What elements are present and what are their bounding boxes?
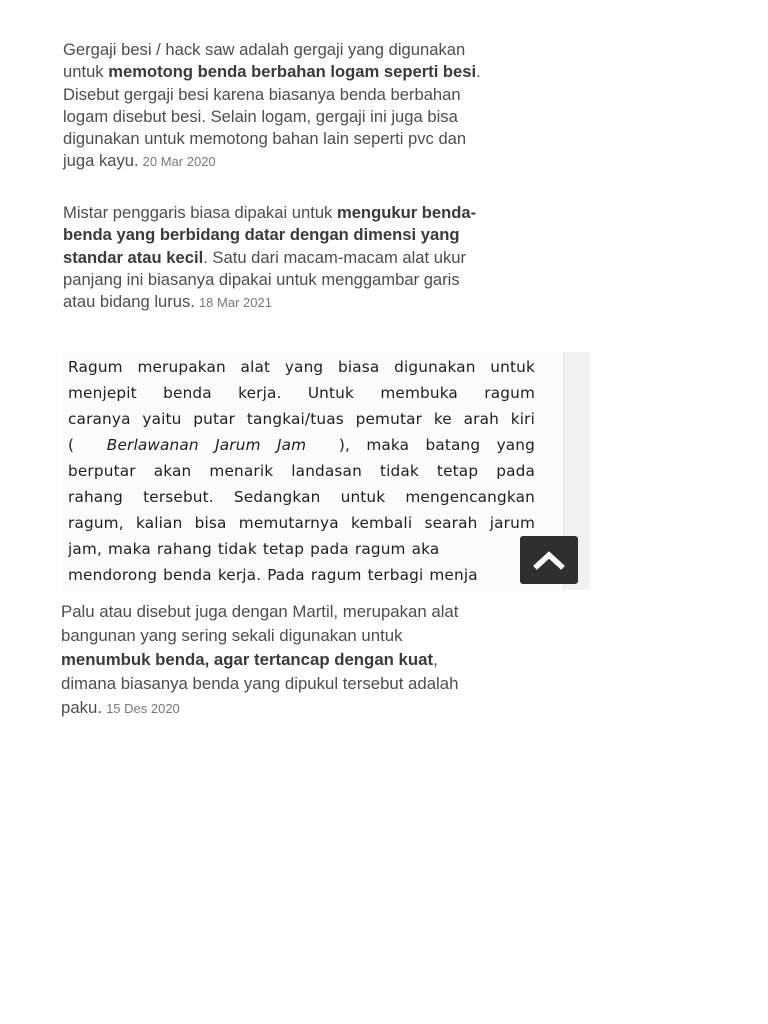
scan-line: mendorong benda kerja. Pada ragum terbagi menja	[68, 566, 478, 584]
ragum-scan-text	[68, 354, 535, 588]
chevron-up-icon	[532, 549, 566, 571]
snippet-date: 18 Mar 2021	[198, 295, 272, 311]
scan-line	[68, 432, 535, 458]
scan-line: berputar akan menarik landasan tidak tetap pada	[68, 462, 535, 480]
scan-italic: Berlawanan Jarum Jam	[106, 436, 307, 454]
snippet-mistar	[63, 202, 483, 314]
snippet-text: Palu atau disebut juga dengan Martil, merupakan alat bangunan yang sering sekali digunakan untuk	[61, 602, 459, 645]
snippet-text: Mistar penggaris biasa dipakai untuk	[63, 203, 337, 222]
scan-line-rest: ), maka batang yang	[338, 436, 535, 454]
snippet-highlight: memotong benda berbahan logam seperti besi	[108, 62, 477, 82]
scroll-to-top-button[interactable]	[520, 536, 578, 584]
scan-line: rahang tersebut. Sedangkan untuk mengencangkan	[68, 488, 535, 506]
scan-paren: (	[68, 436, 75, 454]
snippet-text: . Satu dari macam-macam alat ukur panjang ini biasanya dipakai untuk menggambar garis atau bidang lurus.	[63, 247, 467, 312]
snippet-date: 20 Mar 2020	[142, 154, 216, 170]
ragum-scan-image	[62, 352, 590, 590]
scan-line: caranya yaitu putar tangkai/tuas pemutar ke arah kiri	[68, 410, 535, 428]
snippet-palu	[61, 600, 461, 721]
scan-line: ragum, kalian bisa memutarnya kembali searah jarum	[68, 514, 535, 532]
scan-line: jam, maka rahang tidak tetap pada ragum aka	[68, 540, 440, 558]
snippet-text: . Disebut gergaji besi karena biasanya benda berbahan logam disebut besi. Selain logam, gergaji ini juga bisa digunakan untuk memotong bahan lain seperti pvc dan juga kayu.	[63, 62, 481, 171]
snippet-gergaji-besi	[63, 39, 483, 174]
snippet-highlight: menumbuk benda, agar tertancap dengan kuat	[61, 650, 434, 669]
snippet-date: 15 Des 2020	[106, 701, 180, 716]
scan-line: Ragum merupakan alat yang biasa digunakan untuk	[68, 358, 535, 376]
snippet-text: Gergaji besi / hack saw adalah gergaji yang digunakan untuk	[63, 40, 466, 82]
scan-line: menjepit benda kerja. Untuk membuka ragum	[68, 384, 535, 402]
snippet-highlight: mengukur benda-benda yang berbidang datar dengan dimensi yang standar atau kecil	[63, 203, 477, 267]
snippet-text: , dimana biasanya benda yang dipukul tersebut adalah paku.	[61, 650, 459, 717]
